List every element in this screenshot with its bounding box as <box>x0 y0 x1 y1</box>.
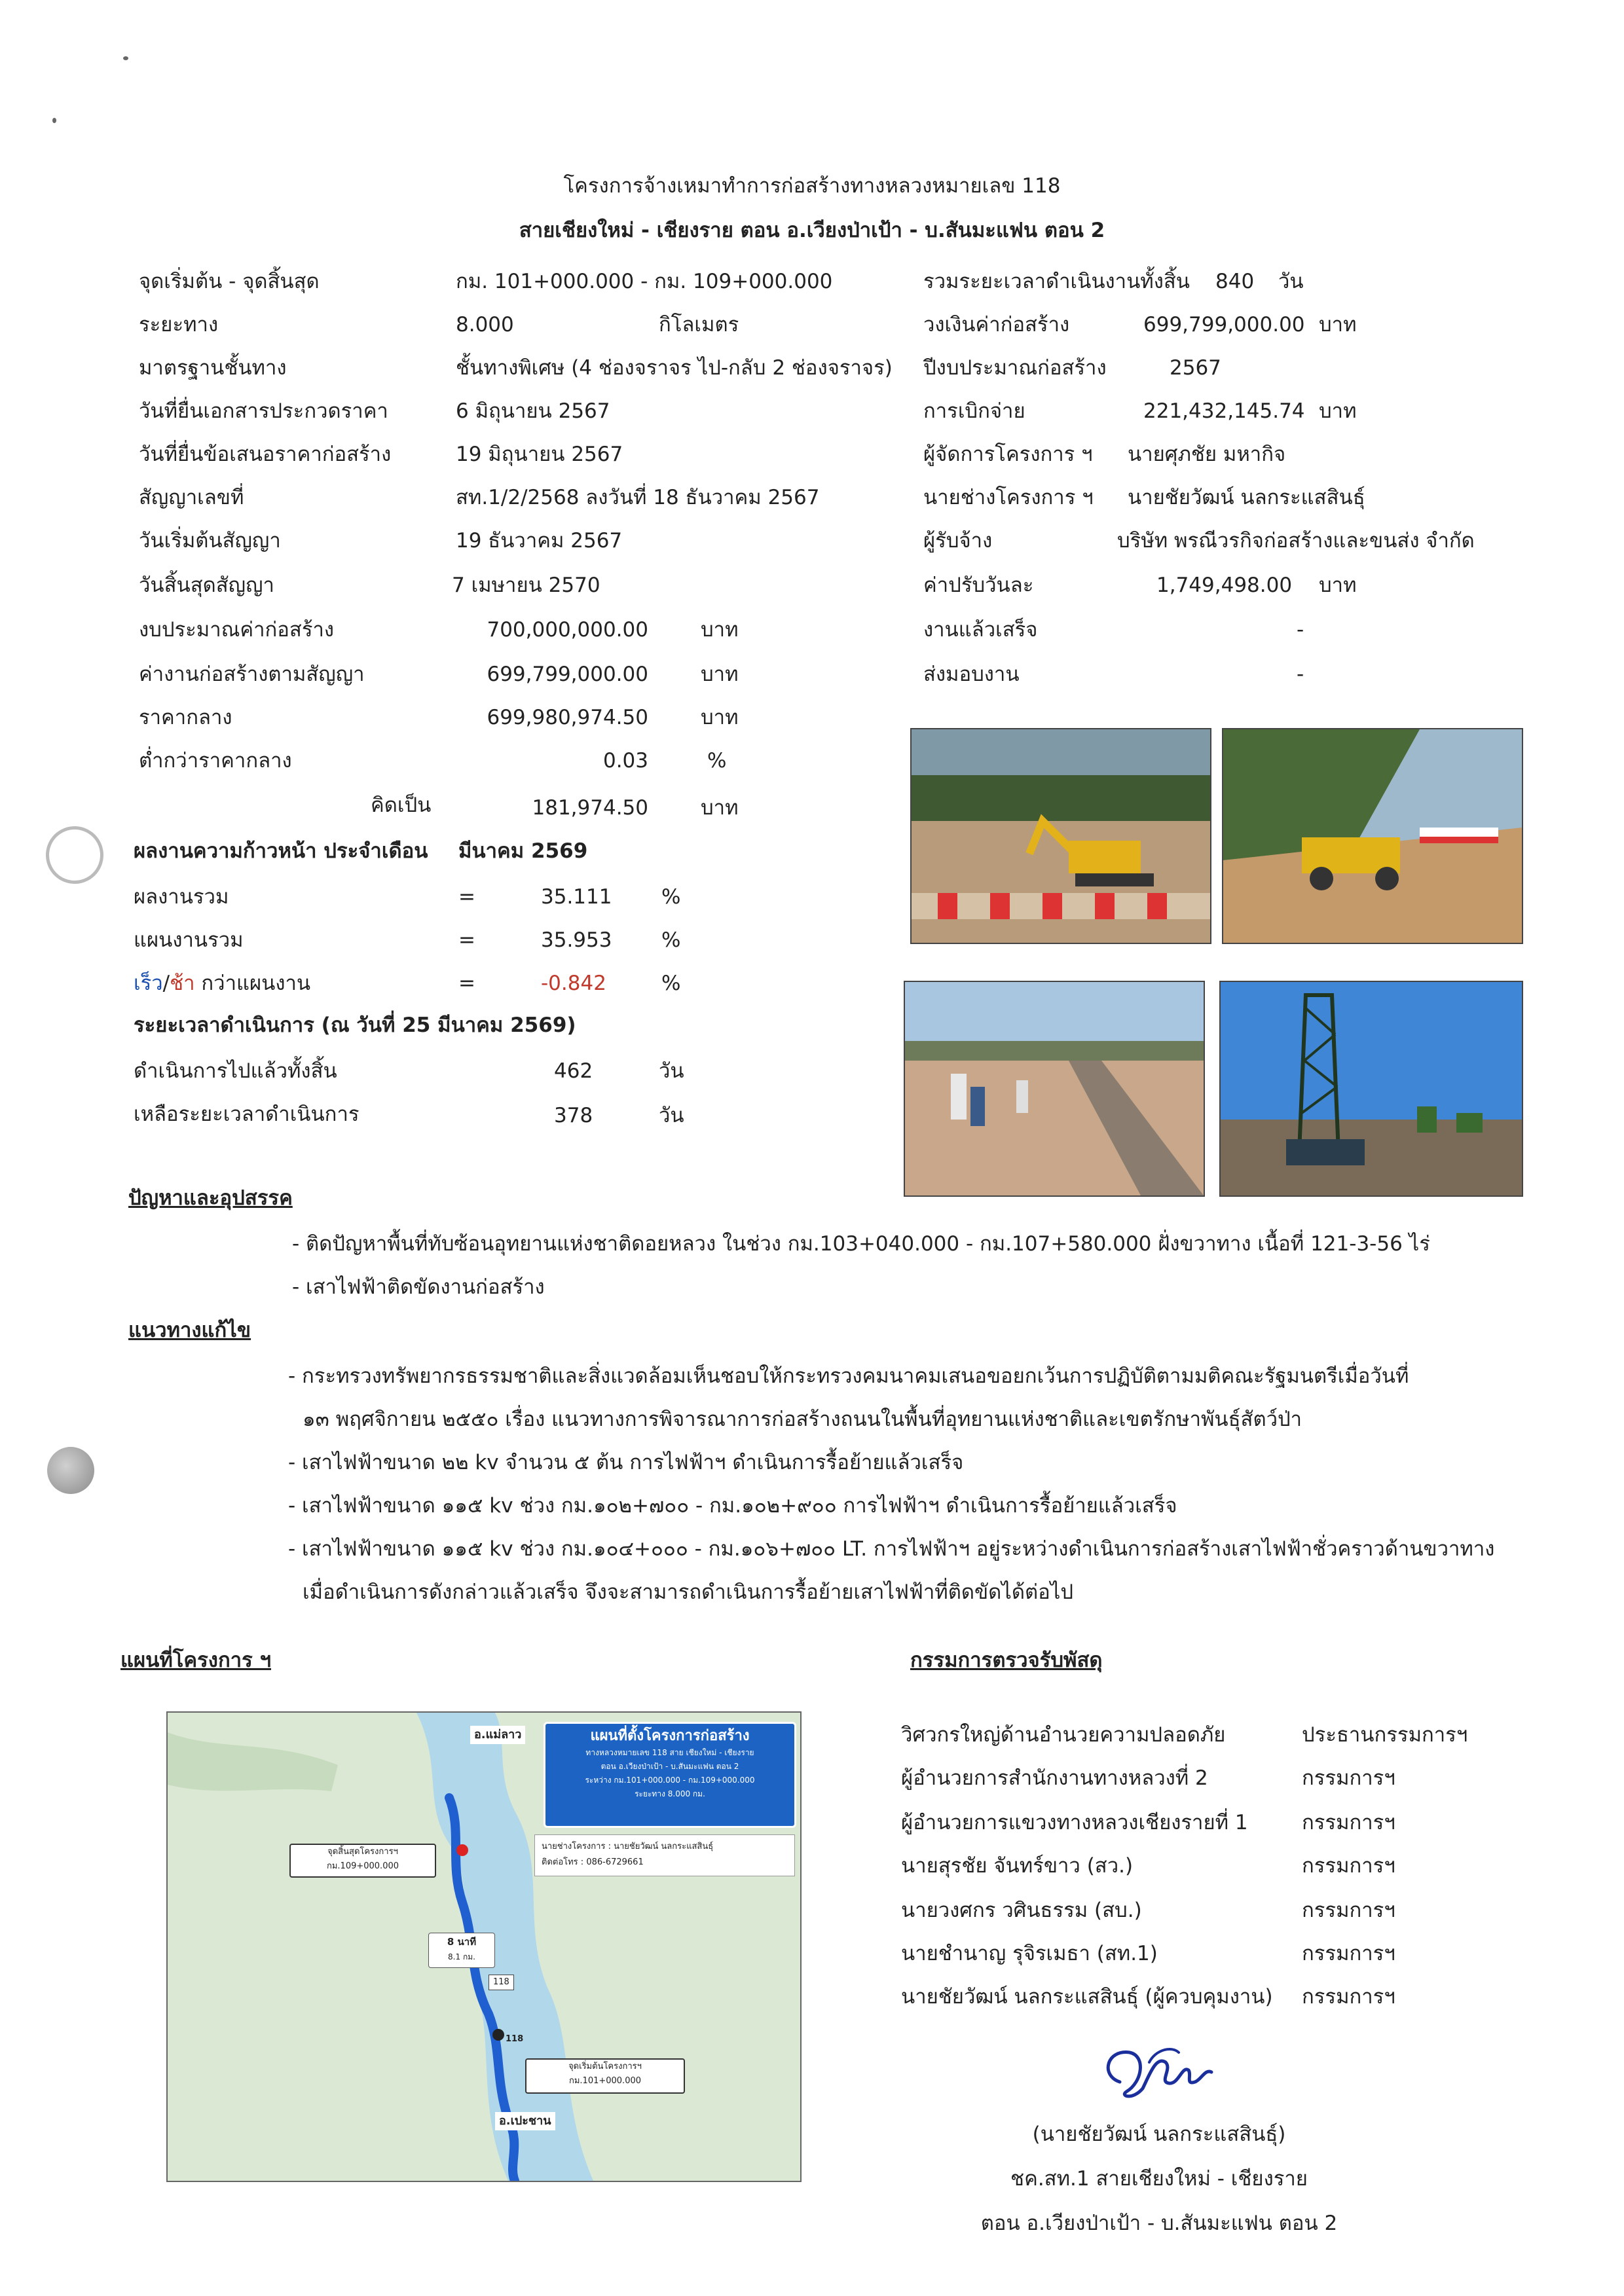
grader-photo-icon <box>1223 729 1522 943</box>
info-label: การเบิกจ่าย <box>923 399 1025 423</box>
budget-unit: บาท <box>701 618 739 642</box>
progress-label: ผลงานรวม <box>134 885 229 909</box>
info-unit: บาท <box>1319 399 1357 423</box>
committee-member: นายชำนาญ รุจิรเมธา (สท.1) <box>901 1942 1158 1965</box>
progress-eq: = <box>458 972 475 995</box>
info-value: - <box>1297 663 1304 686</box>
budget-label: ราคากลาง <box>139 706 232 729</box>
solution-item: - กระทรวงทรัพยากรธรรมชาติและสิ่งแวดล้อมเห็นชอบให้กระทรวงคมนาคมเสนอขอยกเว้นการปฏิบัติตามมติคณะรัฐมนตรีเมื่อวันที่ <box>288 1364 1409 1388</box>
info-label: ส่งมอบงาน <box>923 663 1020 686</box>
committee-member: นายสุรชัย จันทร์ขาว (สว.) <box>901 1854 1134 1878</box>
problems-heading: ปัญหาและอุปสรรค <box>128 1186 293 1210</box>
site-photo-workers <box>904 981 1205 1197</box>
title-line-1: โครงการจ้างเหมาทำการก่อสร้างทางหลวงหมายเลข 118 <box>563 174 1061 198</box>
info-label: วันที่ยื่นข้อเสนอราคาก่อสร้าง <box>139 443 392 466</box>
map-town-south: อ.เปะชาน <box>495 2112 555 2130</box>
info-value: 19 มิถุนายน 2567 <box>456 443 623 466</box>
committee-heading: กรรมการตรวจรับพัสดุ <box>910 1649 1103 1672</box>
progress-unit: % <box>661 885 681 909</box>
budget-label: งบประมาณค่าก่อสร้าง <box>139 618 335 642</box>
info-label: มาตรฐานชั้นทาง <box>139 356 287 380</box>
progress-unit: % <box>661 972 681 995</box>
committee-role: กรรมการฯ <box>1302 1766 1395 1790</box>
duration-heading: ระยะเวลาดำเนินการ (ณ วันที่ 25 มีนาคม 2569) <box>134 1013 576 1037</box>
title-line-2: สายเชียงใหม่ - เชียงราย ตอน อ.เวียงป่าเป้า - บ.สันมะแฟน ตอน 2 <box>519 219 1105 242</box>
map-end-label <box>289 1844 436 1878</box>
info-value: ชั้นทางพิเศษ (4 ช่องจราจร ไป-กลับ 2 ช่องจราจร) <box>456 356 893 380</box>
solution-item: เมื่อดำเนินการดังกล่าวแล้วเสร็จ จึงจะสามารถดำเนินการรื้อย้ายเสาไฟฟ้าที่ติดขัดได้ต่อไป <box>303 1580 1074 1604</box>
problem-item: - ติดปัญหาพื้นที่ทับซ้อนอุทยานแห่งชาติดอยหลวง ในช่วง กม.103+040.000 - กม.107+580.000 ฝั่งขวาทาง เนื้อที่ 121-3-56 ไร่ <box>292 1232 1430 1256</box>
progress-diff-label <box>134 970 310 996</box>
map-route-label: 118 <box>506 2034 524 2044</box>
progress-diff-value: -0.842 <box>541 972 606 995</box>
map-box-title: แผนที่ตั้งโครงการก่อสร้าง <box>590 1728 750 1744</box>
info-label: ค่าปรับวันละ <box>923 574 1034 597</box>
scan-speck <box>52 118 56 123</box>
map-end-km: กม.109+000.000 <box>326 1861 399 1871</box>
progress-eq: = <box>458 885 475 909</box>
map-travel-box <box>428 1933 495 1968</box>
duration-unit: วัน <box>659 1104 684 1127</box>
info-value: นายศุภชัย มหากิจ <box>1128 443 1286 466</box>
budget-unit: บาท <box>701 706 739 729</box>
solution-item: - เสาไฟฟ้าขนาด ๑๑๕ kv ช่วง กม.๑๐๒+๗๐๐ - กม.๑๐๒+๙๐๐ การไฟฟ้าฯ ดำเนินการรื้อย้ายแล้วเสร็จ <box>288 1494 1177 1518</box>
committee-role: กรรมการฯ <box>1302 1942 1395 1965</box>
budget-value: 700,000,000.00 <box>487 618 648 642</box>
info-value: บริษัท พรณีวรกิจก่อสร้างและขนส่ง จำกัด <box>1117 529 1475 553</box>
map-end-text: จุดสิ้นสุดโครงการฯ <box>327 1847 398 1857</box>
map-box-line: ระหว่าง กม.101+000.000 - กม.109+000.000 <box>585 1776 755 1785</box>
map-start-km: กม.101+000.000 <box>568 2076 642 2086</box>
info-unit: วัน <box>1278 270 1304 293</box>
budget-value: 699,799,000.00 <box>487 663 648 686</box>
signature-position: ชค.สท.1 สายเชียงใหม่ - เชียงราย <box>1010 2167 1308 2191</box>
budget-value: 0.03 <box>602 749 648 773</box>
fast-label: เร็ว <box>134 972 163 995</box>
duration-value: 378 <box>554 1104 593 1127</box>
map-contact-line: นายช่างโครงการ : นายชัยวัฒน์ นลกระแสสินธุ์ <box>542 1842 714 1851</box>
committee-member: ผู้อำนวยการแขวงทางหลวงเชียงรายที่ 1 <box>901 1811 1248 1834</box>
info-unit: กิโลเมตร <box>659 313 739 337</box>
info-unit: บาท <box>1319 574 1357 597</box>
info-value: 699,799,000.00 <box>1143 313 1305 337</box>
map-travel-time: 8 นาที <box>447 1936 477 1948</box>
problem-item: - เสาไฟฟ้าติดขัดงานก่อสร้าง <box>292 1275 545 1299</box>
committee-member: นายชัยวัฒน์ นลกระแสสินธุ์ (ผู้ควบคุมงาน) <box>901 1985 1273 2009</box>
solution-item: ๑๓ พฤศจิกายน ๒๕๕๐ เรื่อง แนวทางการพิจารณาการก่อสร้างถนนในพื้นที่อุทยานแห่งชาติและเขตรักษาพันธุ์สัตว์ป่า <box>303 1408 1302 1431</box>
map-start-label <box>525 2058 685 2094</box>
map-route-shield: 118 <box>489 1975 514 1990</box>
slow-label: ช้า <box>170 972 195 995</box>
budget-value: 181,974.50 <box>532 796 648 820</box>
info-label: วันสิ้นสุดสัญญา <box>139 574 274 597</box>
budget-label: คิดเป็น <box>371 793 432 817</box>
budget-label: ต่ำกว่าราคากลาง <box>139 749 292 773</box>
duration-value: 462 <box>554 1059 593 1083</box>
info-label: นายช่างโครงการ ฯ <box>923 486 1094 509</box>
info-value: 8.000 <box>456 313 514 337</box>
info-value: สท.1/2/2568 ลงวันที่ 18 ธันวาคม 2567 <box>456 486 820 509</box>
budget-value: 699,980,974.50 <box>487 706 648 729</box>
info-label: ปีงบประมาณก่อสร้าง <box>923 356 1107 380</box>
slash: / <box>162 972 170 995</box>
budget-unit: บาท <box>701 663 739 686</box>
info-label: รวมระยะเวลาดำเนินงานทั้งสิ้น <box>923 270 1190 293</box>
budget-unit: % <box>707 749 727 773</box>
info-label: ระยะทาง <box>139 313 219 337</box>
map-heading: แผนที่โครงการ ฯ <box>120 1649 271 1672</box>
committee-role: กรรมการฯ <box>1302 1899 1395 1922</box>
duration-label: เหลือระยะเวลาดำเนินการ <box>134 1102 360 1126</box>
site-photo-pile-rig <box>1219 981 1523 1197</box>
map-travel-dist: 8.1 กม. <box>448 1952 475 1961</box>
info-label: วันเริ่มต้นสัญญา <box>139 529 281 553</box>
progress-unit: % <box>661 928 681 952</box>
map-box-line: ตอน อ.เวียงป่าเป้า - บ.สันมะแฟน ตอน 2 <box>600 1762 739 1771</box>
excavator-photo-icon <box>912 729 1210 943</box>
info-label: จุดเริ่มต้น - จุดสิ้นสุด <box>139 270 320 293</box>
committee-member: ผู้อำนวยการสำนักงานทางหลวงที่ 2 <box>901 1766 1208 1790</box>
solution-item: - เสาไฟฟ้าขนาด ๒๒ kv จำนวน ๕ ต้น การไฟฟ้าฯ ดำเนินการรื้อย้ายแล้วเสร็จ <box>288 1451 964 1474</box>
info-value: 221,432,145.74 <box>1143 399 1305 423</box>
map-box-line: ระยะทาง 8.000 กม. <box>635 1789 705 1798</box>
committee-role: กรรมการฯ <box>1302 1811 1395 1834</box>
map-start-text: จุดเริ่มต้นโครงการฯ <box>568 2062 642 2071</box>
solutions-heading: แนวทางแก้ไข <box>128 1319 251 1342</box>
solution-item: - เสาไฟฟ้าขนาด ๑๑๕ kv ช่วง กม.๑๐๔+๐๐๐ - กม.๑๐๖+๗๐๐ LT. การไฟฟ้าฯ อยู่ระหว่างดำเนินการก่อสร้างเสาไฟฟ้าชั่วคราวด้านขวาทาง <box>288 1537 1495 1561</box>
progress-value: 35.953 <box>541 928 612 952</box>
info-label: ผู้รับจ้าง <box>923 529 993 553</box>
punch-hole-bottom <box>47 1447 94 1494</box>
info-value: - <box>1297 618 1304 642</box>
budget-unit: บาท <box>701 796 739 820</box>
map-town-north: อ.แม่ลาว <box>470 1726 525 1744</box>
map-info-box <box>544 1722 796 1828</box>
info-label: งานแล้วเสร็จ <box>923 618 1038 642</box>
map-box-line: ทางหลวงหมายเลข 118 สาย เชียงใหม่ - เชียงราย <box>585 1748 754 1757</box>
scan-speck <box>123 56 128 60</box>
info-value: 7 เมษายน 2570 <box>452 574 600 597</box>
info-label: วันที่ยื่นเอกสารประกวดราคา <box>139 399 388 423</box>
diff-text: กว่าแผนงาน <box>194 972 311 995</box>
info-value: กม. 101+000.000 - กม. 109+000.000 <box>456 270 833 293</box>
duration-label: ดำเนินการไปแล้วทั้งสิ้น <box>134 1059 337 1083</box>
progress-eq: = <box>458 928 475 952</box>
info-unit: บาท <box>1319 313 1357 337</box>
progress-heading: ผลงานความก้าวหน้า ประจำเดือน <box>134 839 428 863</box>
info-value: 2567 <box>1170 356 1221 380</box>
info-value: 19 ธันวาคม 2567 <box>456 529 623 553</box>
map-contact-box <box>534 1834 795 1876</box>
info-value: 1,749,498.00 <box>1156 574 1293 597</box>
map-contact-line: ติดต่อโทร : 086-6729661 <box>542 1857 644 1867</box>
site-photo-grader <box>1222 728 1523 944</box>
workers-photo-icon <box>905 982 1204 1195</box>
committee-member: นายวงศกร วศินธรรม (สบ.) <box>901 1899 1142 1922</box>
info-value: นายชัยวัฒน์ นลกระแสสินธุ์ <box>1128 486 1365 509</box>
progress-label: แผนงานรวม <box>134 928 244 952</box>
info-value: 840 <box>1215 270 1255 293</box>
pile-rig-photo-icon <box>1221 982 1522 1195</box>
info-label: ผู้จัดการโครงการ ฯ <box>923 443 1093 466</box>
budget-label: ค่างานก่อสร้างตามสัญญา <box>139 663 365 686</box>
progress-month: มีนาคม 2569 <box>458 839 588 863</box>
site-photo-excavator <box>910 728 1211 944</box>
signature-section: ตอน อ.เวียงป่าเป้า - บ.สันมะแฟน ตอน 2 <box>980 2212 1338 2235</box>
handwritten-signature-icon <box>1094 2036 1225 2115</box>
punch-hole-top <box>46 826 103 884</box>
committee-role: ประธานกรรมการฯ <box>1302 1723 1468 1747</box>
progress-value: 35.111 <box>541 885 612 909</box>
signature-name: (นายชัยวัฒน์ นลกระแสสินธุ์) <box>1032 2123 1286 2146</box>
info-label: สัญญาเลขที่ <box>139 486 244 509</box>
info-value: 6 มิถุนายน 2567 <box>456 399 610 423</box>
info-label: วงเงินค่าก่อสร้าง <box>923 313 1070 337</box>
committee-role: กรรมการฯ <box>1302 1985 1395 2009</box>
project-map <box>166 1711 802 2182</box>
duration-unit: วัน <box>659 1059 684 1083</box>
committee-role: กรรมการฯ <box>1302 1854 1395 1878</box>
committee-member: วิศวกรใหญ่ด้านอำนวยความปลอดภัย <box>901 1723 1226 1747</box>
